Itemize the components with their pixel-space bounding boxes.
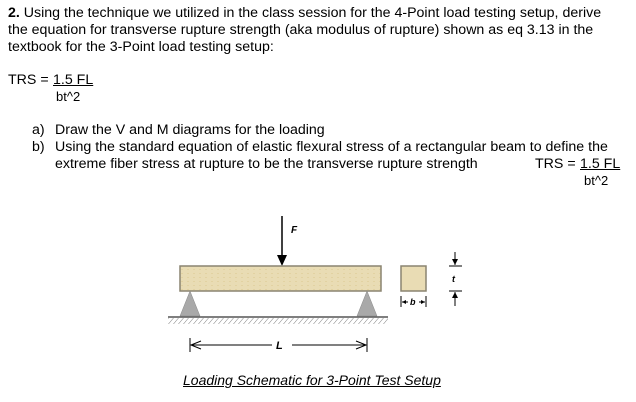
beam <box>180 266 381 291</box>
formula-2-numerator: 1.5 FL <box>580 156 621 172</box>
formula-1-lhs: TRS = <box>8 72 49 88</box>
diagram-caption: Loading Schematic for 3-Point Test Setup <box>183 372 441 388</box>
beam-cross-section <box>401 266 426 291</box>
part-a-label: a) <box>32 122 45 138</box>
problem-text-1: Using the technique we utilized in the class session for the 4-Point load testing setup, derive <box>23 5 602 21</box>
left-support <box>180 291 200 316</box>
force-arrow <box>277 216 287 266</box>
part-a-text: Draw the V and M diagrams for the loading <box>55 122 325 138</box>
right-support <box>357 291 377 316</box>
problem-line-3: textbook for the 3-Point load testing setup: <box>8 39 274 55</box>
formula-2-lhs: TRS = <box>535 156 576 172</box>
thickness-label: t <box>452 274 455 284</box>
problem-number: 2. <box>8 5 20 21</box>
part-b-label: b) <box>32 139 45 155</box>
length-label: L <box>276 340 283 352</box>
part-b-text: Using the standard equation of elastic flexural stress of a rectangular beam to define the <box>55 139 608 155</box>
thickness-dimension <box>449 252 462 306</box>
formula-1-denominator: bt^2 <box>56 89 81 104</box>
width-label: b <box>410 297 416 307</box>
force-label: F <box>291 225 298 236</box>
ground <box>168 317 388 324</box>
problem-line-2: the equation for transverse rupture strength (aka modulus of rupture) shown as eq 3.13 in the <box>8 22 594 38</box>
formula-2-denominator: bt^2 <box>584 173 609 188</box>
part-b-text-2: extreme fiber stress at rupture to be the transverse rupture strength <box>55 156 478 172</box>
formula-1-numerator: 1.5 FL <box>53 72 94 88</box>
